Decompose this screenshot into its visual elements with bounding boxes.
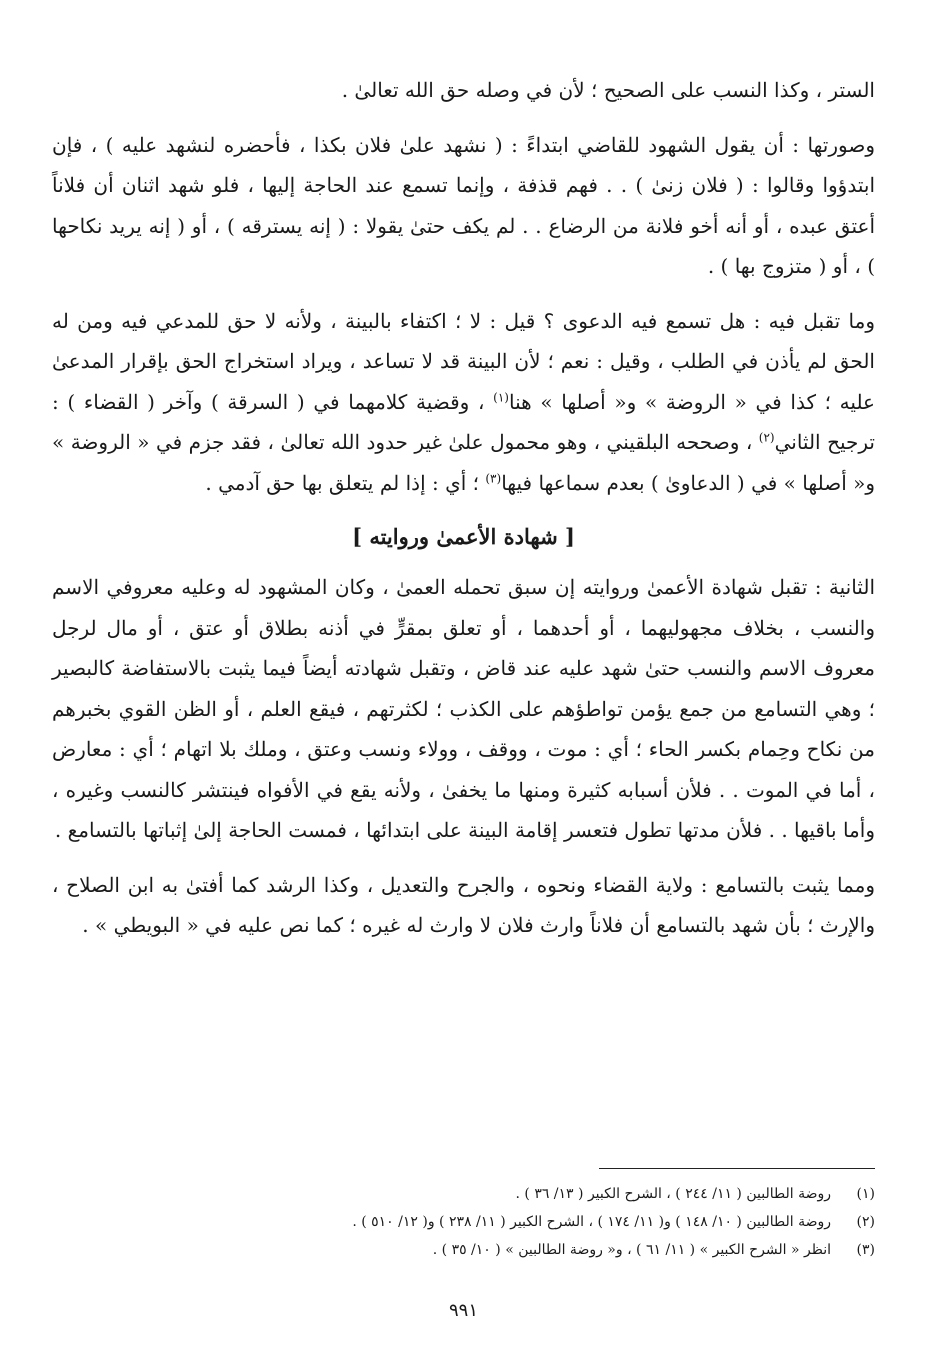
footnote-text: روضة الطالبين ( ١٠/ ١٤٨ ) و( ١١/ ١٧٤ ) ، الشرح الكبير ( ١١/ ٢٣٨ ) و( ١٢/ ٥١٠ ) . [352,1214,831,1230]
paragraph-blind-testimony: الثانية : تقبل شهادة الأعمىٰ وروايته إن سبق تحمله العمىٰ ، وكان المشهود له وعليه معروفي الاسم والنسب ، بخلاف مجهوليهما ، أو أحدهما ، أو تعلق بمقرٍّ في أذنه بطلاق أو عتق ، أو مال لرجل معروف الاسم والنسب حتىٰ شهد عليه عند قاض ، وتقبل شهادته أيضاً فيما يثبت بالاستفاضة كالبصير ؛ وهي التسامع من جمع يؤمن تواطؤهم على الكذب ؛ لكثرتهم ، فيقع العلم ، أو الظن القوي بخبرهم من نكاح وحِمام بكسر الحاء ؛ أي : موت ، ووقف ، وولاء ونسب وعتق ، وملك بلا اتهام ؛ أي : معارض ، أما في الموت . . فلأن أسبابه كثيرة ومنها ما يخفىٰ ، ولأنه يقع في الأفواه فينتشر كالنسب وغيره ، وأما باقيها . . فلأن مدتها تطول فتعسر إقامة البينة على ابتدائها ، فمست الحاجة إلىٰ إثباتها بالتسامع . [52,575,875,842]
paragraph-hearsay: ومما يثبت بالتسامع : ولاية القضاء ونحوه ، والجرح والتعديل ، وكذا الرشد كما أفتىٰ به ابن الصلاح ، والإرث ؛ بأن شهد بالتسامع أن فلاناً وارث فلان لا وارث له غيره ؛ كما نص عليه في « البويطي » . [52,872,875,937]
footnote-text: روضة الطالبين ( ١١/ ٢٤٤ ) ، الشرح الكبير ( ١٣/ ٣٦ ) . [515,1186,831,1202]
footnote-divider [599,1168,875,1169]
page-number: ٩٩١ [448,1300,478,1321]
footnotes-section [52,1180,875,1264]
footnote-number: (٣) [856,1242,875,1258]
footnote-number: (١) [856,1186,875,1202]
page-body [52,70,875,960]
paragraph-what-is-accepted [52,301,875,504]
paragraph-intro: الستر ، وكذا النسب على الصحيح ؛ لأن في وصله حق الله تعالىٰ . [341,78,875,102]
section-heading: [ شهادة الأعمىٰ وروايته ] [352,524,575,549]
paragraph-form-of-testimony: وصورتها : أن يقول الشهود للقاضي ابتداءً : ( نشهد علىٰ فلان بكذا ، فأحضره لنشهد عليه ) ، فإن ابتدؤوا وقالوا : ( فلان زنىٰ ) . . فهم قذفة ، وإنما تسمع عند الحاجة إليها ، فلو شهد اثنان أن فلاناً أعتق عبده ، أو أنه أخو فلانة من الرضاع . . لم يكف حتىٰ يقولا : ( إنه يسترقه ) ، أو ( إنه يريد نكاحها ) ، أو ( متزوج بها ) . [52,132,875,278]
footnote-ref-1[interactable]: (١) [493,389,509,404]
footnote-text: انظر « الشرح الكبير » ( ١١/ ٦١ ) ، و« روضة الطالبين » ( ١٠/ ٣٥ ) . [432,1242,831,1258]
paragraph-text: ؛ أي : إذا لم يتعلق بها حق آدمي . [205,470,486,495]
footnote-ref-3[interactable]: (٣) [485,470,502,485]
footnote-number: (٢) [856,1214,875,1230]
footnote-item [52,1236,875,1264]
footnote-item [52,1208,875,1236]
paragraph-text: ، وقضية كلامهما في ( السرقة ) وآخر ( القضاء ) : ترجيح الثاني [52,389,875,454]
paragraph-text: وما تقبل فيه : هل تسمع فيه الدعوى ؟ قيل : لا ؛ اكتفاء بالبينة ، ولأنه لا حق للمدعي فيه ومن له الحق لم يأذن في الطلب ، وقيل : نعم ؛ لأن البينة قد لا تساعد ، ويراد استخراج الحق بإقرار المدعىٰ عليه ؛ كذا في « الروضة » و« أصلها » هنا [52,308,875,414]
paragraph-text: ، وصححه البلقيني ، وهو محمول علىٰ غير حدود الله تعالىٰ ، فقد جزم في « الروضة » و« أصلها » في ( الدعاوىٰ ) بعدم سماعها فيها [52,430,875,495]
footnote-ref-2[interactable]: (٢) [758,430,775,445]
footnote-item [52,1180,875,1208]
